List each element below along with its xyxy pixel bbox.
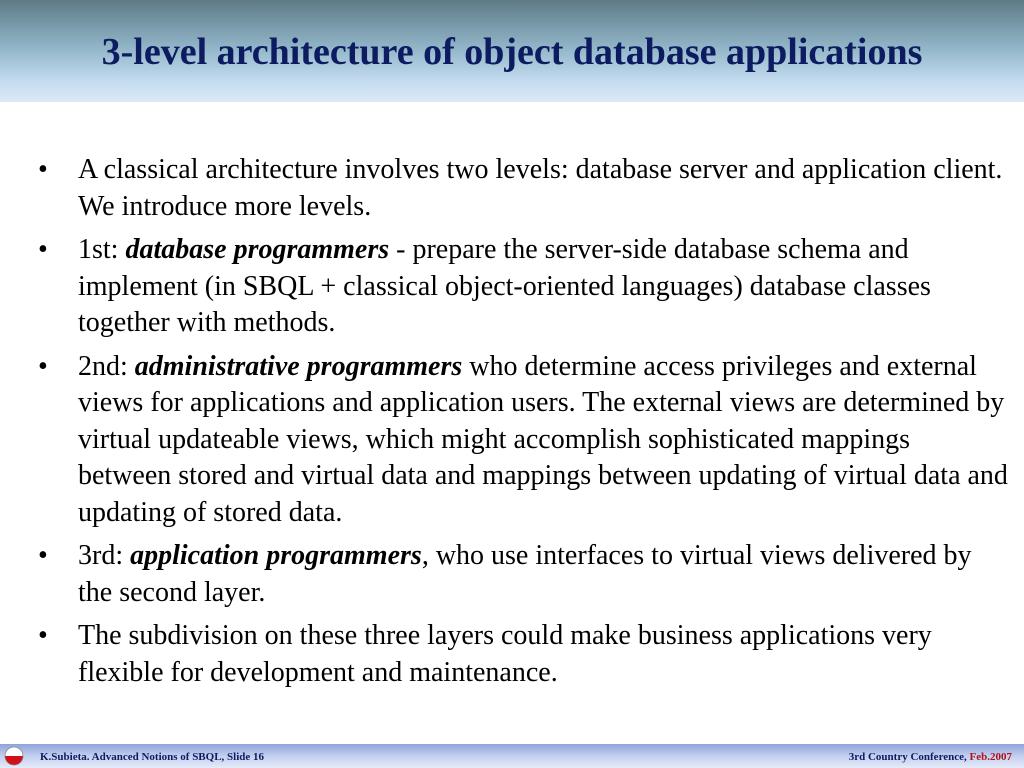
- bullet-text: The subdivision on these three layers could make business applications very flexible for development and maintenance.: [78, 620, 932, 688]
- bullet-dot: •: [38, 620, 48, 651]
- bullet-dot: •: [38, 154, 48, 185]
- footer-author-slide: K.Subieta. Advanced Notions of SBQL, Slide 16: [40, 751, 265, 763]
- bullet-item-3: [34, 349, 1009, 532]
- bullet-text: who determine access privileges and external views for applications and application users. The external views are determined by virtual updateable views, which might accomplish sophisticated mappings between stored and virtual data and mappings between updating of virtual data and updating of stored data.: [78, 350, 1008, 528]
- bullet-text: A classical architecture involves two levels: database server and application client. We introduce more levels.: [78, 154, 1003, 222]
- bullet-text: - prepare the server-side database schema and implement (in SBQL + classical object-oriented languages) database classes together with methods.: [78, 234, 931, 338]
- bullet-item-5: [34, 618, 1009, 691]
- footer-conference-name: 3rd Country Conference,: [848, 751, 970, 763]
- bullet-dot: •: [38, 540, 48, 571]
- bullet-emphasis: application programmers: [130, 540, 422, 571]
- bullet-emphasis: administrative programmers: [134, 350, 463, 382]
- bullet-dot: •: [38, 350, 48, 382]
- bullet-item-1: [34, 152, 1009, 225]
- bullet-list: [34, 152, 1009, 698]
- bullet-item-4: [34, 538, 1009, 611]
- bullet-dot: •: [38, 234, 48, 265]
- footer-conference: [849, 751, 1012, 763]
- bullet-item-2: [34, 232, 1009, 342]
- footer-date: Feb.2007: [969, 751, 1012, 763]
- bullet-prefix: 1st:: [78, 234, 126, 265]
- bullet-prefix: 2nd:: [78, 350, 135, 382]
- red-white-circle-logo-icon: [4, 746, 24, 766]
- bullet-prefix: 3rd:: [78, 540, 131, 571]
- slide-title: 3-level architecture of object database applications: [101, 31, 923, 73]
- bullet-emphasis: database programmers: [125, 234, 390, 265]
- bullet-text: , who use interfaces to virtual views delivered by the second layer.: [78, 540, 972, 608]
